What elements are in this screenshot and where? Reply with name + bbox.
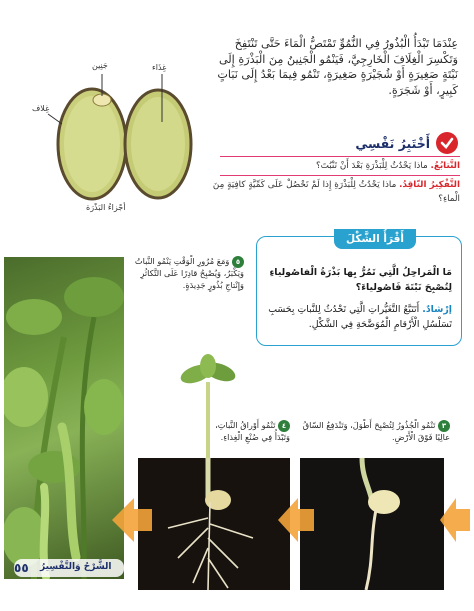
check-icon <box>436 132 458 154</box>
read-figure-title: أَقْرَأُ الشَّكْلَ <box>334 229 416 249</box>
question-critical-thinking <box>205 178 460 206</box>
question-text: ماذا يَحْدُثُ لِلْبَذْرَةِ بَعْدَ أَنْ تَنْبُتَ؟ <box>315 161 428 171</box>
intro-paragraph: عِنْدَمَا تَبْدَأُ الْبُذُورُ فِي النُّمُوِّ تَمْتَصُّ الْمَاءَ حَتَّى تَنْتَفِخَ وَتَكْسِرَ الْغِلَافَ الْخَارِجِيَّ، فَيَنْمُو الْجَنِينُ مِنَ الْبَذْرَةِ إِلَى نَبْتَةٍ صَغِيرَةٍ أَوْ شُجَيْرَةٍ صَغِيرَةٍ، تَنْمُو فِيمَا بَعْدُ إِلَى نَبَاتٍ كَبِيرٍ، أَوْ شَجَرَةٍ. <box>217 37 458 97</box>
question-keyword: التَّفْكِيرُ النّاقِدُ. <box>399 180 460 190</box>
hint-text: أَتَتَبَّعُ التَّغَيُّراتِ الَّتِي تَحْدُثُ لِلنَّباتِ بِحَسَبِ تَسَلْسُلِ الْأَرْقامِ الْمُوَضَّحَةِ فِي الشَّكْلِ. <box>268 304 452 330</box>
seed-parts-figure <box>40 60 200 220</box>
stage-number-badge: ٥ <box>232 256 244 268</box>
divider <box>220 175 460 176</box>
question-sequence <box>205 159 460 173</box>
arrow-left-icon <box>112 498 152 542</box>
read-figure-question: مَا الْمَراحِلُ الَّتِي تَمُرُّ بِها بَذْرَةُ الْفاصُولياءِ لِتُصْبِحَ نَبْتَةَ فَاصُولياءَ؟ <box>269 267 452 293</box>
self-test-title: أَخْتَبِرُ نَفْسِي <box>355 136 430 151</box>
question-text: ماذا يَحْدُثُ لِلْبَذْرَةِ إِذا لَمْ تَحْصُلْ عَلَى كَمِّيَّةٍ كافِيَةٍ مِنَ الْماءِ؟ <box>212 180 460 204</box>
stage-number-badge: ٣ <box>438 420 450 432</box>
food-label: غِذَاء <box>152 63 167 72</box>
seedling-roots-photo <box>138 458 290 590</box>
stage-description: وَمَعَ مُرُورِ الْوَقْتِ يَنْمُو النَّباتُ وَيَكْبَرُ، وَيُصْبِحُ قادِرًا عَلَى التَّكاثُرِ وَإِنْتاجِ بُذُورٍ جَدِيدَةٍ. <box>134 256 244 290</box>
divider <box>220 156 460 157</box>
stage-4-text <box>206 420 290 444</box>
read-figure-hint <box>262 302 452 332</box>
mature-plant-photo <box>4 257 124 579</box>
arrow-left-icon <box>440 498 470 542</box>
stage-description: تَنْمُو أَوْراقُ النَّباتِ، وَتَبْدَأُ فِي صُنْعِ الْغِذاءِ. <box>215 420 290 442</box>
stage-description: تَنْمُو الْجُذُورُ لِتُصْبِحَ أَطْوَلَ، وَتَنْدَفِعُ السّاقُ عالِيًا فَوْقَ الْأَرْضِ. <box>302 420 450 442</box>
stage-3-text <box>300 420 450 444</box>
self-test-header <box>300 132 460 156</box>
stage-5-text <box>126 256 244 291</box>
embryo-label: جَنِين <box>92 61 108 70</box>
coat-label: غِلاف <box>32 104 50 113</box>
stage-number-badge: ٤ <box>278 420 290 432</box>
page-number: ٥٥ <box>14 561 29 575</box>
seed-figure-caption: أجْزاءُ البَذْرَة <box>86 203 126 212</box>
question-keyword: التَّتابُعُ. <box>430 161 460 171</box>
sprouting-seed-photo <box>300 458 444 590</box>
hint-keyword: إرْشادٌ. <box>422 304 452 315</box>
footer-section-title: الشَّرْحُ وَالتَّفْسِيرُ <box>40 562 112 572</box>
arrow-left-icon <box>278 498 314 542</box>
